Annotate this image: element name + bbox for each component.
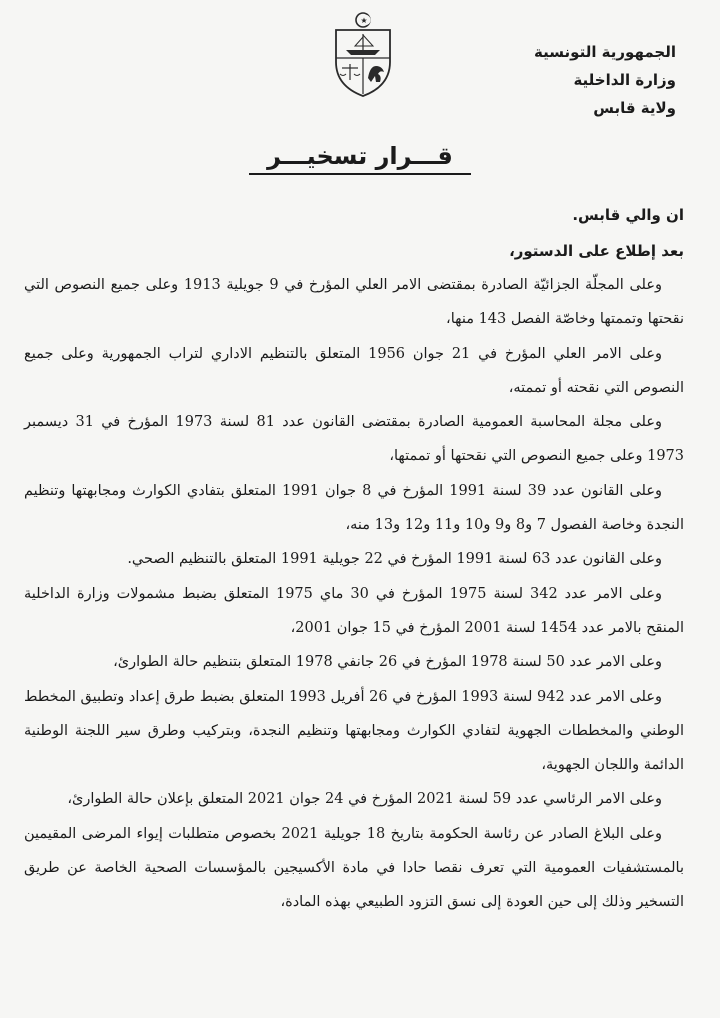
- document-title-text: قـــرار تسخيـــر: [249, 142, 471, 175]
- letterhead-republic: الجمهورية التونسية: [534, 43, 676, 61]
- paragraph-decree-942-1993: وعلى الامر عدد 942 لسنة 1993 المؤرخ في 26 أفريل 1993 المتعلق بضبط طرق إعداد وتطبيق المخطط الوطني والمخططات الجهوية لتفادي الكوارث ومجابهتها وتنظيم النجدة، وبتركيب وطرق سير اللجنة الوطنية الدائمة واللجان الجهوية،: [24, 688, 684, 774]
- issuer-line: ان والي قابس.: [572, 206, 684, 224]
- paragraph-presidential-decree-59-2021: وعلى الامر الرئاسي عدد 59 لسنة 2021 المؤرخ في 24 جوان 2021 المتعلق بإعلان حالة الطوارئ،: [67, 791, 662, 808]
- paragraph-public-accounting-code: وعلى مجلة المحاسبة العمومية الصادرة بمقتضى القانون عدد 81 لسنة 1973 المؤرخ في 31 ديسمبر 1973 وعلى جميع النصوص التي نقحتها أو تممتها،: [24, 414, 684, 465]
- letterhead-ministry: وزارة الداخلية: [573, 71, 676, 89]
- paragraph-government-communique: وعلى البلاغ الصادر عن رئاسة الحكومة بتاريخ 18 جويلية 2021 بخصوص متطلبات إيواء المرضى المقيمين بالمستشفيات العمومية التي تعرف نقصا حادا في مادة الأكسيجين بالمؤسسات الصحية الخاصة عن طريق التسخير وذلك إلى حين العودة إلى نسق التزود الطبيعي بهذه المادة،: [24, 825, 684, 911]
- paragraph-decree-342-1975: وعلى الامر عدد 342 لسنة 1975 المؤرخ في 30 ماي 1975 المتعلق بضبط مشمولات وزارة الداخلية المنقح بالامر عدد 1454 لسنة 2001 المؤرخ في 15 جوان 2001،: [24, 585, 684, 636]
- paragraph-penal-code: وعلى المجلّة الجزائيّة الصادرة بمقتضى الامر العلي المؤرخ في 9 جويلية 1913 وعلى جميع النصوص التي نقحتها وتممتها وخاصّة الفصل 143 منها،: [24, 277, 684, 328]
- tunisia-coat-of-arms-icon: [318, 10, 408, 100]
- paragraph-decree-1956: وعلى الامر العلي المؤرخ في 21 جوان 1956 المتعلق بالتنظيم الاداري لتراب الجمهورية وعلى جميع النصوص التي نقحته أو تممته،: [24, 345, 684, 396]
- letterhead-governorate: ولاية قابس: [593, 99, 676, 117]
- document-body: [24, 268, 684, 920]
- paragraph-law-63-1991: وعلى القانون عدد 63 لسنة 1991 المؤرخ في 22 جويلية 1991 المتعلق بالتنظيم الصحي.: [127, 551, 662, 568]
- paragraph-law-39-1991: وعلى القانون عدد 39 لسنة 1991 المؤرخ في 8 جوان 1991 المتعلق بتفادي الكوارث ومجابهتها وتنظيم النجدة وخاصة الفصول 7 و8 و9 و10 و11 و12 و13 منه،: [24, 482, 684, 534]
- document-title: [0, 142, 720, 175]
- paragraph-decree-50-1978: وعلى الامر عدد 50 لسنة 1978 المؤرخ في 26 جانفي 1978 المتعلق بتنظيم حالة الطوارئ،: [113, 654, 662, 671]
- constitution-reference: بعد إطلاع على الدستور،: [509, 242, 684, 260]
- letterhead: [476, 38, 676, 122]
